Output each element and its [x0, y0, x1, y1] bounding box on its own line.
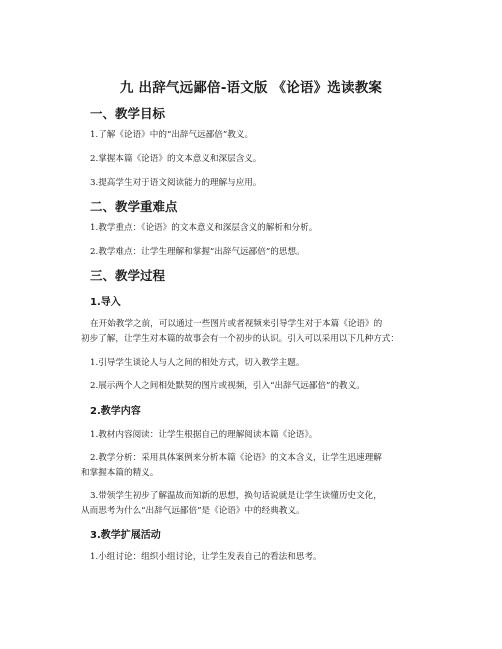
section-heading-process: 三、教学过程 [90, 268, 166, 283]
document-title: 九 出辞气远鄙倍-语文版 《论语》选读教案 [119, 80, 383, 96]
activity-item-1: 1.小组讨论：组织小组讨论，让学生发表自己的看法和思考。 [90, 552, 322, 562]
intro-paragraph [81, 317, 431, 347]
section-heading-objectives: 一、教学目标 [90, 106, 166, 121]
intro-paragraph-line-2: 初步了解，让学生对本篇的故事会有一个初步的认识。引入可以采用以下几种方式： [81, 334, 399, 344]
key-point-item-1: 1.教学重点：《论语》的文本意义和深层含义的解析和分析。 [90, 223, 318, 233]
subsection-heading-activities: 3.教学扩展活动 [90, 530, 161, 541]
objective-item-3: 3.提高学生对于语文阅读能力的理解与应用。 [90, 178, 262, 188]
subsection-heading-intro: 1.导入 [90, 297, 121, 308]
objective-item-1: 1.了解《论语》中的“出辞气远鄙倍”教义。 [90, 130, 254, 140]
objective-item-2: 2.掌握本篇《论语》的文本意义和深层含义。 [90, 154, 262, 164]
content-item-3-line-1: 3.带领学生初步了解温故而知新的思想，换句话说就是让学生读懂历史文化， [90, 491, 382, 501]
subsection-heading-content: 2.教学内容 [90, 406, 141, 417]
intro-item-1: 1.引导学生谈论人与人之间的相处方式，切入教学主题。 [90, 358, 305, 368]
content-item-2-line-1: 2.教学分析：采用具体案例来分析本篇《论语》的文本含义，让学生迅速理解 [90, 453, 382, 463]
intro-item-2: 2.展示两个人之间相处默契的图片或视频，引入“出辞气远鄙倍”的教义。 [90, 381, 365, 391]
content-item-1: 1.教材内容阅读：让学生根据自己的理解阅读本篇《论语》。 [90, 430, 318, 440]
content-item-2 [81, 451, 431, 481]
content-item-3-line-2: 从而思考为什么“出辞气远鄙倍”是《论语》中的经典教义。 [81, 506, 305, 516]
section-heading-key-points: 二、教学重难点 [90, 199, 178, 214]
content-item-2-line-2: 和掌握本篇的精义。 [81, 468, 159, 478]
intro-paragraph-line-1: 在开始教学之前，可以通过一些图片或者视频来引导学生对于本篇《论语》的 [90, 319, 383, 329]
content-item-3 [81, 489, 431, 519]
key-point-item-2: 2.教学难点：让学生理解和掌握“出辞气远鄙倍”的思想。 [90, 247, 305, 257]
